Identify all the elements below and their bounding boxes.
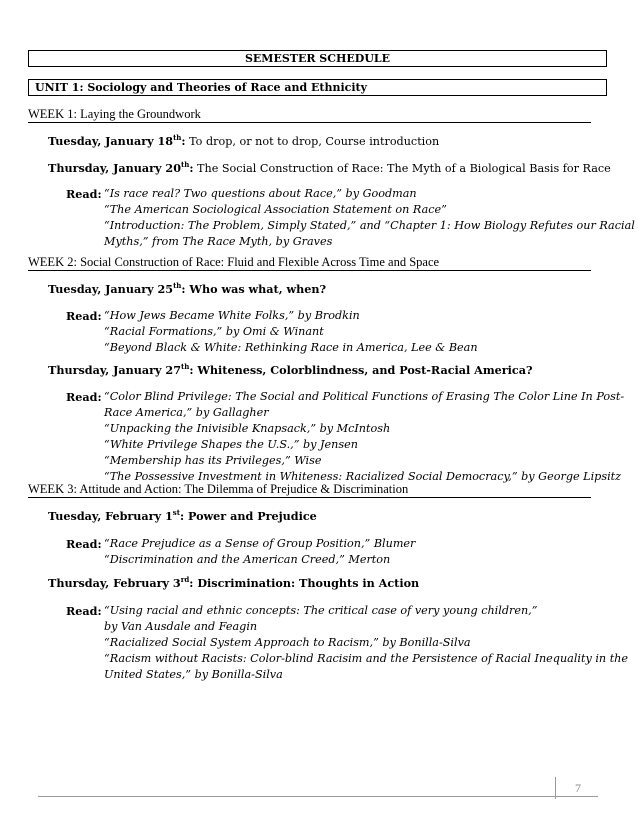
week-1-thursday	[48, 161, 611, 175]
reading-item: by Van Ausdale and Feagin	[104, 620, 258, 633]
day-colon: : Who was what, when?	[181, 282, 327, 296]
reading-item: “Unpacking the Inivisible Knapsack,” by McIntosh	[104, 422, 391, 435]
unit-title-underline	[35, 95, 385, 96]
reading-item: “Introduction: The Problem, Simply Stated,” and “Chapter 1: How Biology Refutes our Racial	[104, 219, 635, 232]
day-label: Thursday, February 3	[48, 576, 181, 590]
read-label: Read:	[66, 604, 102, 618]
reading-item: “Using racial and ethnic concepts: The critical case of very young children,”	[104, 604, 538, 617]
day-colon: :	[189, 161, 194, 175]
week-3-heading: WEEK 3: Attitude and Action: The Dilemma of Prejudice & Discrimination	[28, 482, 591, 498]
ordinal-suffix: th	[181, 160, 190, 169]
reading-item: “Is race real? Two questions about Race,” by Goodman	[104, 187, 417, 200]
day-colon: :	[181, 134, 186, 148]
read-label: Read:	[66, 309, 102, 323]
ordinal-suffix: th	[173, 133, 182, 142]
ordinal-suffix: th	[173, 281, 182, 290]
day-topic: To drop, or not to drop, Course introduction	[185, 135, 440, 148]
footer-rule	[38, 796, 598, 797]
week-1-heading: WEEK 1: Laying the Groundwork	[28, 107, 591, 123]
reading-item: “White Privilege Shapes the U.S.,” by Jensen	[104, 438, 358, 451]
reading-item: “Race Prejudice as a Sense of Group Position,” Blumer	[104, 537, 416, 550]
week-2-tuesday	[48, 282, 326, 296]
week-3-thursday	[48, 576, 419, 590]
reading-list	[104, 603, 628, 683]
read-label: Read:	[66, 537, 102, 551]
day-label: Thursday, January 20	[48, 161, 181, 175]
reading-item: “The American Sociological Association Statement on Race”	[104, 203, 447, 216]
read-label: Read:	[66, 187, 102, 201]
reading-item: “Color Blind Privilege: The Social and Political Functions of Erasing The Color Line In Post-	[104, 390, 625, 403]
reading-item: “Racism without Racists: Color-blind Racisim and the Persistence of Racial Inequality in the	[104, 652, 629, 665]
reading-item: “Racial Formations,” by Omi & Winant	[104, 325, 324, 338]
semester-schedule-header	[28, 50, 607, 67]
week-3-tuesday	[48, 509, 317, 523]
read-label: Read:	[66, 390, 102, 404]
ordinal-suffix: st	[172, 508, 180, 517]
day-label: Tuesday, January 25	[48, 282, 174, 296]
reading-item: “How Jews Became White Folks,” by Brodkin	[104, 309, 360, 322]
reading-item: Race America,” by Gallagher	[104, 406, 269, 419]
ordinal-suffix: rd	[180, 575, 190, 584]
day-label: Tuesday, February 1	[48, 509, 173, 523]
reading-list	[104, 308, 478, 356]
reading-item: “Discrimination and the American Creed,” Merton	[104, 553, 391, 566]
reading-item: “Membership has its Privileges,” Wise	[104, 454, 322, 467]
reading-item: “The Possessive Investment in Whiteness: Racialized Social Democracy,” by George Lipsitz	[104, 470, 622, 483]
week-2-heading: WEEK 2: Social Construction of Race: Fluid and Flexible Across Time and Space	[28, 255, 591, 271]
reading-item: “Beyond Black & White: Rethinking Race in America, Lee & Bean	[104, 341, 478, 354]
day-colon: : Discrimination: Thoughts in Action	[189, 576, 420, 590]
page-number: 7	[555, 777, 600, 799]
reading-list	[104, 186, 635, 250]
reading-item: Myths,” from The Race Myth, by Graves	[104, 235, 333, 248]
reading-item: “Racialized Social System Approach to Racism,” by Bonilla-Silva	[104, 636, 471, 649]
day-colon: : Whiteness, Colorblindness, and Post-Racial America?	[189, 363, 533, 377]
semester-schedule-title: SEMESTER SCHEDULE	[244, 52, 391, 65]
reading-list	[104, 536, 415, 568]
week-1-tuesday	[48, 134, 439, 148]
unit-title: UNIT 1: Sociology and Theories of Race and Ethnicity	[35, 81, 368, 94]
day-colon: : Power and Prejudice	[179, 509, 317, 523]
ordinal-suffix: th	[181, 362, 190, 371]
day-topic: The Social Construction of Race: The Myth of a Biological Basis for Race	[193, 162, 611, 175]
day-label: Tuesday, January 18	[48, 134, 174, 148]
day-label: Thursday, January 27	[48, 363, 181, 377]
unit-header	[28, 79, 607, 96]
reading-item: United States,” by Bonilla-Silva	[104, 668, 283, 681]
reading-list	[104, 389, 624, 485]
week-2-thursday	[48, 363, 533, 377]
